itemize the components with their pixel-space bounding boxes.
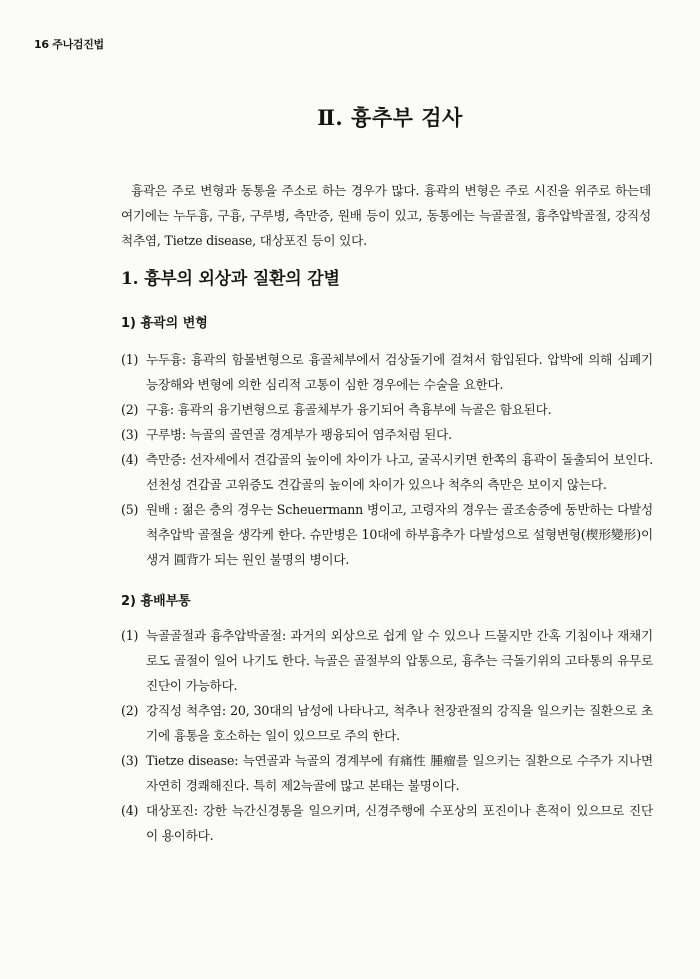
list-item-text: 늑골골절과 흉추압박골절: 과거의 외상으로 쉽게 알 수 있으나 드물지만 간혹 기침이나 재채기로도 골절이 일어 나기도 한다. 늑골은 골절부의 압통으로, 흉추는 극돌기위의 고타통의 유무로 진단이 가능하다. <box>146 628 653 693</box>
subsection-title-pain: 2) 흉배부통 <box>121 594 191 609</box>
list-item <box>121 748 653 798</box>
list-marker: (4) <box>121 803 139 818</box>
list-marker: (1) <box>121 628 139 643</box>
list-item-text: 원배 : 젊은 층의 경우는 Scheuermann 병이고, 고령자의 경우는 골조송증에 동반하는 다발성 척추압박 골절을 생각케 한다. 슈만병은 10대에 하부흉추가 다발성으로 설형변형(楔形變形)이 생겨 圓背가 되는 원인 불명의 병이다. <box>146 502 653 567</box>
list-item-text: 구흉: 흉곽의 융기변형으로 흉골체부가 융기되어 측흉부에 늑골은 함요된다. <box>146 402 552 417</box>
list-item-text: 강직성 척추염: 20, 30대의 남성에 나타나고, 척추나 천장관절의 강직을 일으키는 질환으로 초기에 흉통을 호소하는 일이 있으므로 주의 한다. <box>146 703 653 743</box>
list-marker: (5) <box>121 502 139 517</box>
pain-list <box>121 623 653 848</box>
list-item-text: 측만증: 선자세에서 견갑골의 높이에 차이가 나고, 굴곡시키면 한쪽의 흉곽이 돌출되어 보인다. 선천성 견갑골 고위증도 견갑골의 높이에 차이가 있으나 척추의 측만은 보이지 않는다. <box>146 452 653 492</box>
list-marker: (2) <box>121 703 139 718</box>
list-item-text: 구루병: 늑골의 골연골 경계부가 팽융되어 염주처럼 된다. <box>146 427 452 442</box>
list-item <box>121 623 653 698</box>
list-item-text: 누두흉: 흉곽의 함몰변형으로 흉골체부에서 검상돌기에 걸쳐서 함입된다. 압박에 의해 심폐기능장해와 변형에 의한 심리적 고통이 심한 경우에는 수술을 요한다. <box>146 352 653 392</box>
list-item <box>121 447 653 497</box>
list-item <box>121 422 653 447</box>
list-item <box>121 798 653 848</box>
list-marker: (3) <box>121 427 139 442</box>
list-item <box>121 497 653 572</box>
list-item-text: 대상포진: 강한 늑간신경통을 일으키며, 신경주행에 수포상의 포진이나 흔적이 있으므로 진단이 용이하다. <box>146 803 653 843</box>
list-item-text: Tietze disease: 늑연골과 늑골의 경계부에 有痛性 腫瘤를 일으키는 질환으로 수주가 지나면 자연히 경쾌해진다. 특히 제2늑골에 많고 본태는 불명이다. <box>146 753 653 793</box>
intro-paragraph: 흉곽은 주로 변형과 동통을 주소로 하는 경우가 많다. 흉곽의 변형은 주로 시진을 위주로 하는데 여기에는 누두흉, 구흉, 구루병, 측만증, 원배 등이 있고, 동통에는 늑골골절, 흉추압박골절, 강직성 척추염, Tietze disease, 대상포진 등이 있다. <box>121 183 651 248</box>
list-item <box>121 397 653 422</box>
subsection-title-deformity: 1) 흉곽의 변형 <box>121 316 208 331</box>
list-marker: (2) <box>121 402 139 417</box>
deformity-list <box>121 347 653 572</box>
list-item <box>121 347 653 397</box>
section-title: 1. 흉부의 외상과 질환의 감별 <box>121 269 340 289</box>
running-header: 16 주나검진법 <box>34 38 104 51</box>
list-marker: (4) <box>121 452 139 467</box>
list-item <box>121 698 653 748</box>
chapter-title: Ⅱ. 흉추부 검사 <box>317 105 463 130</box>
list-marker: (1) <box>121 352 139 367</box>
list-marker: (3) <box>121 753 139 768</box>
